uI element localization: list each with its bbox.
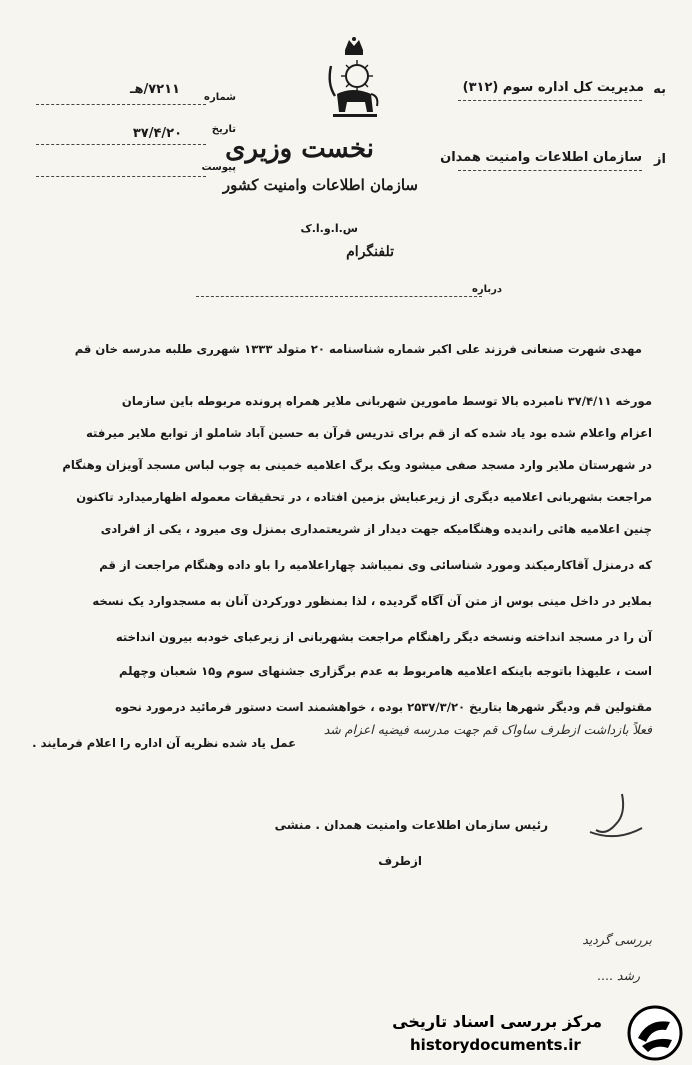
body-line: مقتولین قم ودیگر شهرها بتاریخ ۲۵۳۷/۳/۲۰ بوده ، خواهشمند است دستور فرمائید درمورد نحوه: [115, 700, 652, 714]
body-line: مهدی شهرت صنعانی فرزند علی اکبر شماره شناسنامه ۲۰ متولد ۱۳۳۳ شهرری طلبه مدرسه خان قم: [74, 342, 642, 356]
body-line: عمل یاد شده نظریه آن اداره را اعلام فرمایند .: [32, 736, 296, 750]
emblem-subtitle: سازمان اطلاعات وامنیت کشور: [222, 176, 418, 194]
telegram-label: تلفنگرام: [346, 244, 394, 260]
date-label: تاریخ: [211, 124, 236, 135]
signature-on-behalf: ازطرف: [378, 854, 422, 868]
lion-and-sun-emblem-icon: [323, 36, 385, 128]
number-label: شماره: [204, 92, 236, 103]
watermark-url: historydocuments.ir: [410, 1036, 581, 1054]
body-line: است ، علیهذا باتوجه باینکه اعلامیه هامربوط به عدم برگزاری جشنهای سوم و۱۵ شعبان وچهلم: [119, 664, 652, 678]
attachment-label: پیوست: [201, 162, 236, 173]
handwritten-margin-note: رشد ....: [597, 968, 640, 983]
number-line: [36, 104, 206, 105]
recipient-label: به: [653, 82, 666, 97]
body-line: مراجعت بشهربانی اعلامیه دیگری از زیرعبایش بزمین افتاده ، در تحقیقات معموله اظهارمیدارد تاکنون: [76, 490, 652, 504]
body-line: بملایر در داخل مینی بوس از متن آن آگاه گردیده ، لذا بمنظور دورکردن آنان به مسجدوارد یک نسخه: [92, 594, 652, 608]
recipient-line: [458, 100, 642, 101]
body-line: آن را در مسجد انداخته ونسخه دیگر راهنگام مراجعت بشهربانی از زیرعبای خودبه بیرون انداخته: [115, 630, 652, 644]
watermark-name: مرکز بررسی اسناد تاریخی: [392, 1012, 602, 1031]
body-line: چنین اعلامیه هائی راندیده وهنگامیکه جهت دیدار از شریعتمداری بمنزل وی میرود ، یکی از افرادی: [100, 522, 652, 536]
recipient-field: مدیریت کل اداره سوم (۳۱۲): [462, 80, 644, 95]
sender-field: سازمان اطلاعات وامنیت همدان: [440, 150, 642, 165]
subject-line: [196, 296, 482, 297]
emblem-code: س.ا.و.ا.ک: [300, 222, 358, 235]
date-line: [36, 144, 206, 145]
handwritten-note: فعلاً بازداشت ازطرف ساواک قم جهت مدرسه فیضیه اعزام شد: [323, 722, 652, 737]
body-line: که درمنزل آقاکارمیکند ومورد شناسائی وی نمیباشد چهاراعلامیه را باو داده وهنگام مراجعت از قم: [99, 558, 652, 572]
sender-line: [458, 170, 642, 171]
archive-logo-icon: [626, 1004, 684, 1062]
emblem-title: نخست وزیری: [225, 134, 374, 164]
body-line: اعزام واعلام شده بود یاد شده که از قم برای تدریس قرآن به حسین آباد شاملو از توابع ملایر میرفته: [86, 426, 652, 440]
subject-label: درباره: [471, 284, 502, 295]
body-line: در شهرستان ملایر وارد مسجد صفی میشود ویک برگ اعلامیه خمینی به چوب لباس مسجد آویزان وهنگام: [62, 458, 652, 472]
handwritten-initial-icon: [586, 784, 646, 844]
date-value: ۳۷/۴/۲۰: [132, 126, 182, 141]
number-value: ۷۲۱۱/هـ: [130, 82, 180, 97]
signature-title: رئیس سازمان اطلاعات وامنیت همدان . منشی: [274, 818, 548, 832]
sender-label: از: [654, 152, 666, 167]
handwritten-margin-note: بررسی گردید: [582, 932, 652, 947]
body-line: مورخه ۳۷/۴/۱۱ نامبرده بالا توسط مامورین شهربانی ملایر همراه پرونده مربوطه باین سازمان: [121, 394, 652, 408]
attachment-line: [36, 176, 206, 177]
